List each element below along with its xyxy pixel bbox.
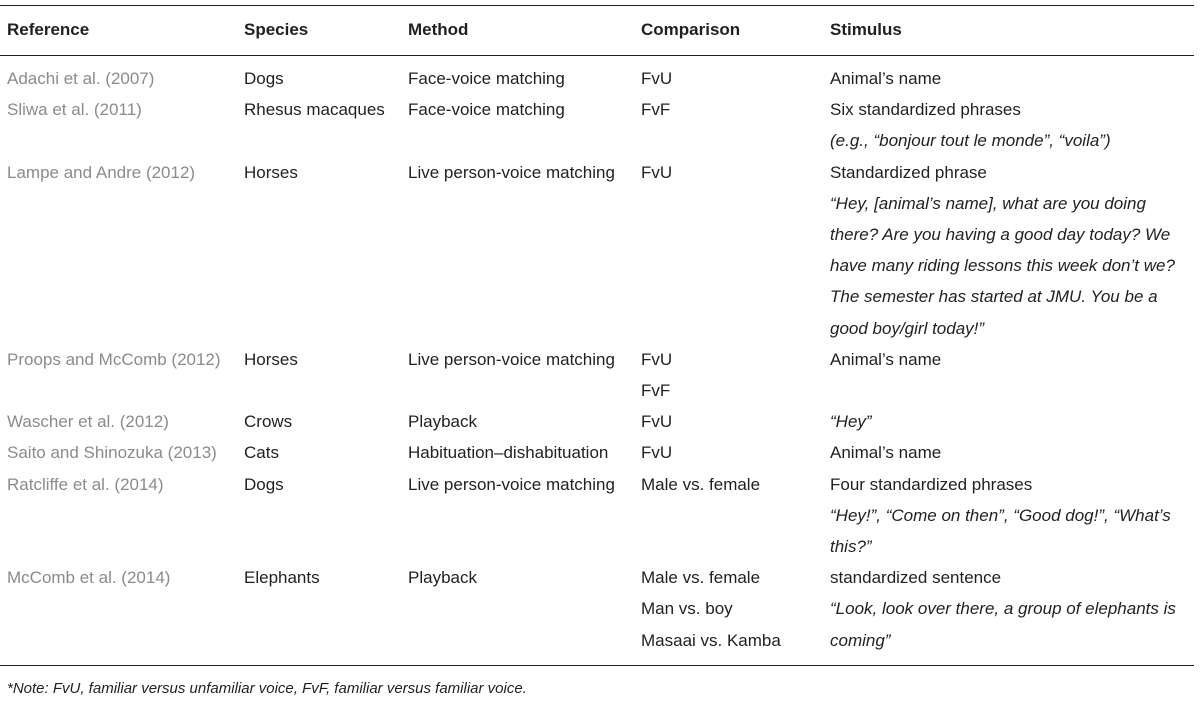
cell-stimulus-line: The semester has started at JMU. You be a <box>830 287 1158 307</box>
cell-species <box>244 63 284 94</box>
cell-stimulus <box>830 469 1171 563</box>
cell-reference-line: Wascher et al. (2012) <box>7 412 169 432</box>
cell-reference <box>7 406 169 437</box>
cell-comparison-line: FvU <box>641 412 673 432</box>
cell-stimulus-line: this?” <box>830 537 872 556</box>
cell-reference-line: McComb et al. (2014) <box>7 568 171 588</box>
cell-comparison-line: Male vs. female <box>641 474 761 494</box>
cell-method-line: Live person-voice matching <box>408 349 615 369</box>
cell-species-line: Horses <box>244 349 298 369</box>
cell-reference <box>7 469 164 500</box>
table-bottom-rule <box>0 665 1194 666</box>
cell-stimulus-line: Animal’s name <box>830 69 942 88</box>
cell-comparison-line: Male vs. female <box>641 568 761 588</box>
cell-stimulus-line: Standardized phrase <box>830 162 987 182</box>
cell-stimulus-line: good boy/girl today!” <box>830 318 985 338</box>
cell-species <box>244 406 292 437</box>
cell-reference-line: Proops and McComb (2012) <box>7 349 221 369</box>
cell-species-line: Horses <box>244 162 298 182</box>
cell-stimulus <box>830 63 941 94</box>
cell-comparison-line: FvU <box>641 443 673 463</box>
cell-method-line: Playback <box>408 412 477 432</box>
table-top-rule <box>0 5 1194 6</box>
cell-method-line: Live person-voice matching <box>408 474 615 494</box>
cell-species-line: Crows <box>244 412 293 432</box>
cell-species <box>244 344 298 375</box>
header-rule <box>0 55 1194 56</box>
table-footnote: *Note: FvU, familiar versus unfamiliar voice, FvF, familiar versus familiar voice. <box>7 680 527 697</box>
cell-stimulus <box>830 562 1176 656</box>
cell-stimulus <box>830 406 872 437</box>
cell-comparison <box>641 344 672 406</box>
cell-stimulus <box>830 94 1111 156</box>
cell-species <box>244 94 385 125</box>
cell-comparison-line: FvU <box>641 69 673 88</box>
cell-stimulus <box>830 157 1175 344</box>
cell-method <box>408 63 565 94</box>
cell-reference-line: Adachi et al. (2007) <box>7 69 155 88</box>
cell-species <box>244 469 284 500</box>
cell-reference <box>7 344 221 375</box>
cell-comparison-line: Man vs. boy <box>641 599 733 619</box>
cell-reference <box>7 562 170 593</box>
cell-method-line: Live person-voice matching <box>408 162 615 182</box>
cell-stimulus-line: coming” <box>830 630 891 650</box>
cell-comparison <box>641 157 672 188</box>
cell-reference <box>7 63 154 94</box>
cell-method <box>408 406 477 437</box>
cell-comparison-line: FvU <box>641 162 673 182</box>
cell-reference-line: Saito and Shinozuka (2013) <box>7 443 217 463</box>
cell-species-line: Rhesus macaques <box>244 100 385 120</box>
cell-method <box>408 562 477 593</box>
cell-comparison-line: FvF <box>641 381 671 400</box>
cell-reference <box>7 437 217 468</box>
header-species: Species <box>244 20 309 39</box>
cell-comparison <box>641 437 672 468</box>
cell-comparison <box>641 562 781 656</box>
header-method: Method <box>408 20 469 39</box>
cell-stimulus-line: “Hey!”, “Come on then”, “Good dog!”, “What’s <box>830 505 1171 525</box>
cell-stimulus <box>830 344 941 375</box>
cell-method-line: Face-voice matching <box>408 69 565 88</box>
cell-reference <box>7 157 195 188</box>
cell-stimulus-line: Six standardized phrases <box>830 100 1021 120</box>
cell-method-line: Playback <box>408 568 477 588</box>
cell-comparison-line: Masaai vs. Kamba <box>641 630 781 650</box>
cell-species <box>244 437 279 468</box>
cell-species <box>244 157 298 188</box>
cell-method <box>408 469 615 500</box>
cell-method-line: Face-voice matching <box>408 100 565 120</box>
cell-species-line: Cats <box>244 443 279 463</box>
cell-stimulus-line: standardized sentence <box>830 568 1002 588</box>
cell-comparison <box>641 469 760 500</box>
cell-method <box>408 437 608 468</box>
cell-stimulus <box>830 437 941 468</box>
cell-stimulus-line: (e.g., “bonjour tout le monde”, “voila”) <box>830 131 1111 151</box>
cell-method <box>408 157 615 188</box>
cell-stimulus-line: Four standardized phrases <box>830 474 1033 494</box>
cell-reference-line: Ratcliffe et al. (2014) <box>7 474 164 494</box>
cell-comparison-line: FvF <box>641 100 671 120</box>
cell-reference-line: Lampe and Andre (2012) <box>7 162 196 182</box>
cell-reference <box>7 94 142 125</box>
cell-comparison <box>641 406 672 437</box>
cell-stimulus-line: there? Are you having a good day today? We <box>830 225 1171 244</box>
cell-stimulus-line: “Hey, [animal’s name], what are you doing <box>830 193 1146 213</box>
header-reference: Reference <box>7 20 90 39</box>
cell-comparison-line: FvU <box>641 349 673 369</box>
cell-reference-line: Sliwa et al. (2011) <box>7 100 142 120</box>
cell-species-line: Dogs <box>244 474 284 494</box>
cell-method <box>408 94 565 125</box>
cell-species-line: Dogs <box>244 69 284 88</box>
header-comparison: Comparison <box>641 20 741 39</box>
cell-comparison <box>641 63 672 94</box>
cell-stimulus-line: have many riding lessons this week don’t we? <box>830 256 1175 276</box>
cell-comparison <box>641 94 670 125</box>
cell-stimulus-line: “Look, look over there, a group of elephants is <box>830 599 1176 619</box>
cell-method <box>408 344 615 375</box>
cell-stimulus-line: “Hey” <box>830 412 872 432</box>
cell-species <box>244 562 320 593</box>
header-stimulus: Stimulus <box>830 20 902 39</box>
cell-species-line: Elephants <box>244 568 320 588</box>
cell-method-line: Habituation–dishabituation <box>408 443 609 463</box>
cell-stimulus-line: Animal’s name <box>830 349 942 369</box>
cell-stimulus-line: Animal’s name <box>830 443 942 463</box>
